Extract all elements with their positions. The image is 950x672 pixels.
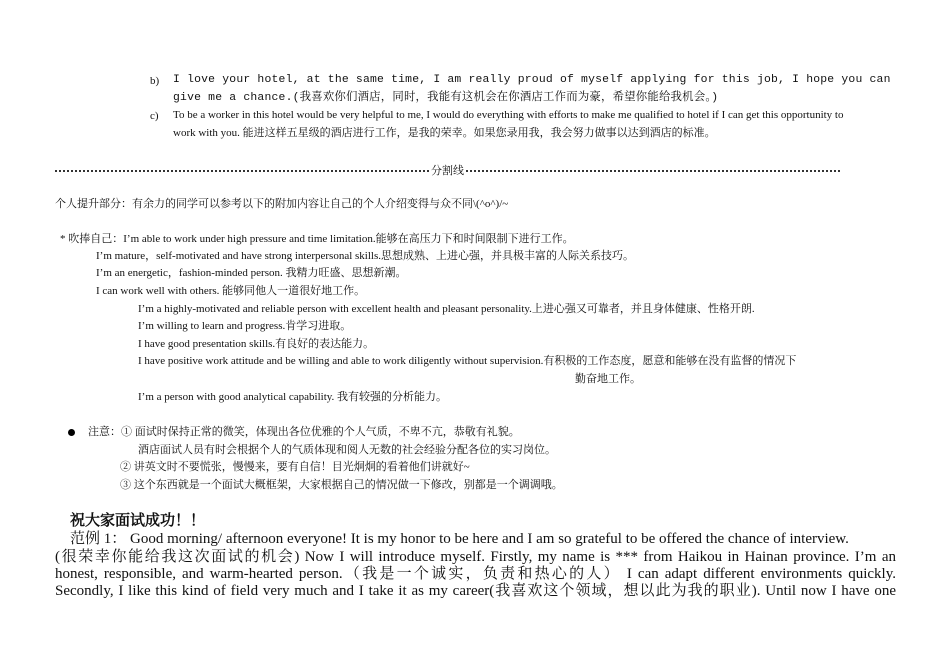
notes-line-1: 注意：① 面试时保持正常的微笑，体现出各位优雅的个人气质，不卑不亢，恭敬有礼貌。 — [88, 426, 520, 438]
praise-sub-item-continuation: 勤奋地工作。 — [575, 373, 641, 385]
praise-item: I can work well with others. 能够同他人一道很好地工作。 — [96, 285, 366, 297]
praise-item: I’m an energetic，fashion-minded person. 我精力旺盛、思想新潮。 — [96, 267, 407, 279]
praise-item: I’m mature，self-motivated and have strong interpersonal skills.思想成熟、上进心强，并具极丰富的人际关系技巧。 — [96, 250, 635, 262]
divider-dots-right — [466, 170, 840, 172]
notes-line-4: ③ 这个东西就是一个面试大概框架，大家根据自己的情况做一下修改，别都是一个调调哦。 — [120, 479, 563, 491]
praise-sub-item: I’m a person with good analytical capability. 我有较强的分析能力。 — [138, 391, 448, 403]
example-line-1: 范例 1： Good morning/ afternoon everyone! It is my honor to be here and I am so grateful to be offered the chance of interview. — [70, 531, 849, 547]
praise-sub-item: I have good presentation skills.有良好的表达能力。 — [138, 338, 375, 350]
notes-line-3: ② 讲英文时不要慌张，慢慢来，要有自信！目光炯炯的看着他们讲就好~ — [120, 461, 470, 473]
praise-sub-item: I’m willing to learn and progress.肯学习进取。 — [138, 320, 352, 332]
section-divider — [55, 164, 840, 176]
list-marker-c: c) — [150, 110, 159, 122]
good-luck-heading: 祝大家面试成功！！ — [70, 513, 206, 529]
praise-sub-item: I have positive work attitude and be willing and able to work diligently without supervision.有积极的工作态度，愿意和能够在没有监督的情况下 — [138, 355, 797, 367]
example-line-2: (很荣幸你能给我这次面试的机会) Now I will introduce myself. Firstly, my name is *** from Haikou in Hainan province. I’m an — [55, 549, 896, 565]
notes-line-2: 酒店面试人员有时会根据个人的气质体现和阅人无数的社会经验分配各位的实习岗位。 — [138, 444, 556, 456]
example-line-4: Secondly, I like this kind of field very much and I take it as my career(我喜欢这个领域，想以此为我的职业). Until now I have one — [55, 583, 896, 599]
praise-sub-item: I’m a highly-motivated and reliable person with excellent health and pleasant personality.上进心强又可靠者，并且身体健康、性格开朗. — [138, 303, 755, 315]
improvement-intro: 个人提升部分：有余力的同学可以参考以下的附加内容让自己的个人介绍变得与众不同\(^o^)/~ — [55, 198, 509, 210]
list-item-b-line-1: I love your hotel, at the same time, I am really proud of myself applying for this job, I hope you can — [173, 74, 891, 86]
list-item-c-line-2: work with you. 能进这样五星级的酒店进行工作，是我的荣幸。如果您录用我，我会努力做事以达到酒店的标准。 — [173, 127, 716, 139]
example-line-3: honest, responsible, and warm-hearted person.（我是一个诚实，负责和热心的人） I can adapt different environments quickly. — [55, 566, 896, 582]
list-item-b-line-2: give me a chance.(我喜欢你们酒店，同时，我能有这机会在你酒店工作而为豪，希望你能给我机会。) — [173, 92, 719, 104]
divider-label: 分割线 — [431, 165, 464, 177]
divider-dots-left — [55, 170, 429, 172]
list-marker-b: b) — [150, 75, 160, 87]
praise-heading: * 吹捧自己：I’m able to work under high pressure and time limitation.能够在高压力下和时间限制下进行工作。 — [60, 233, 574, 245]
list-item-c-line-1: To be a worker in this hotel would be very helpful to me, I would do everything with efforts to make me qualified to hotel if I can get this opportunity to — [173, 109, 844, 121]
notes-bullet-icon — [68, 429, 75, 436]
